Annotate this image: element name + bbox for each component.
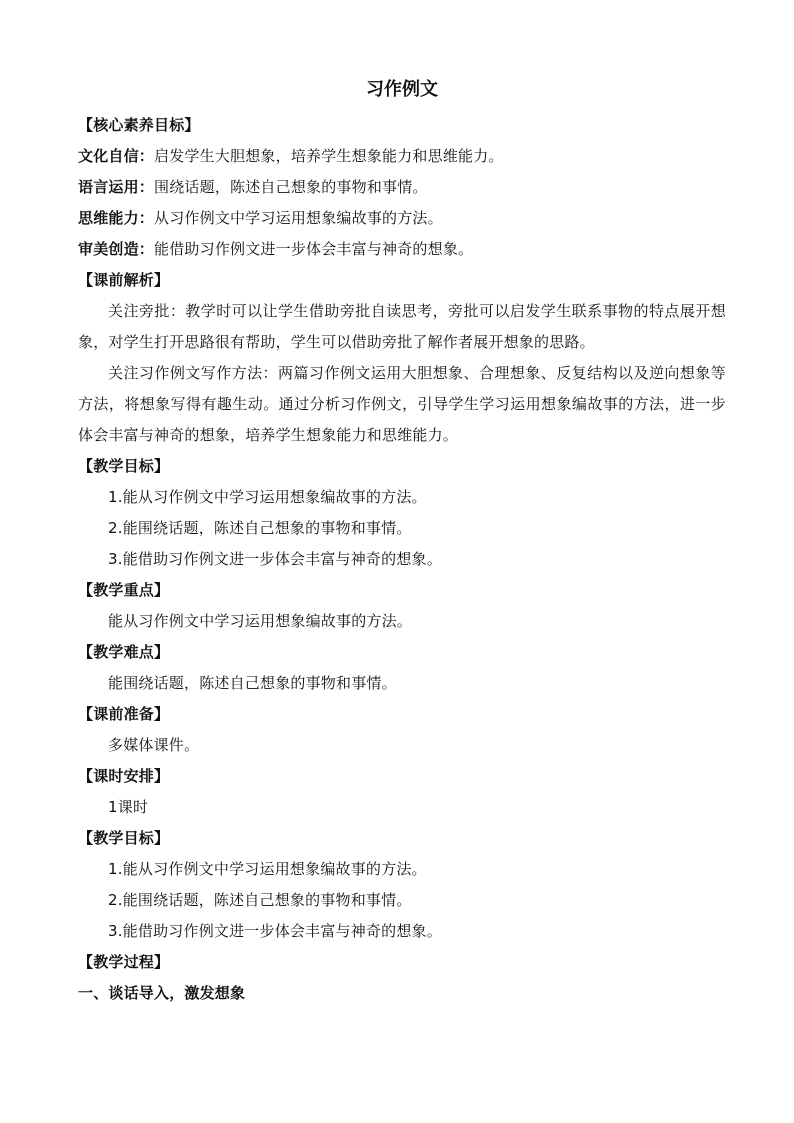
section-heading-teaching-goals: 【教学目标】 xyxy=(78,457,170,475)
section-heading-teaching-goals-2: 【教学目标】 xyxy=(78,829,170,847)
preparation-text: 多媒体课件。 xyxy=(108,736,200,754)
teaching-goal-item: 1.能从习作例文中学习运用想象编故事的方法。 xyxy=(108,488,427,506)
core-literacy-label: 审美创造： xyxy=(78,240,155,258)
core-literacy-label: 思维能力： xyxy=(78,209,155,227)
core-literacy-label: 语言运用： xyxy=(78,178,155,196)
core-literacy-text: 围绕话题，陈述自己想象的事物和事情。 xyxy=(154,178,428,196)
core-literacy-text: 启发学生大胆想象，培养学生想象能力和思维能力。 xyxy=(154,147,504,165)
schedule-text: 1课时 xyxy=(108,798,149,816)
section-heading-difficulties: 【教学难点】 xyxy=(78,643,170,661)
core-literacy-item xyxy=(78,203,726,234)
core-literacy-text: 从习作例文中学习运用想象编故事的方法。 xyxy=(154,209,443,227)
section-heading-preparation: 【课前准备】 xyxy=(78,705,170,723)
teaching-goal-item: 3.能借助习作例文进一步体会丰富与神奇的想象。 xyxy=(108,922,442,940)
page-title: 习作例文 xyxy=(366,79,438,100)
core-literacy-item xyxy=(78,141,726,172)
core-literacy-item xyxy=(78,172,726,203)
section-heading-pre-analysis: 【课前解析】 xyxy=(78,271,170,289)
pre-analysis-paragraph: 关注习作例文写作方法：两篇习作例文运用大胆想象、合理想象、反复结构以及逆向想象等方法，将想象写得有趣生动。通过分析习作例文，引导学生学习运用想象编故事的方法，进一步体会丰富与神奇的想象，培养学生想象能力和思维能力。 xyxy=(78,364,726,444)
core-literacy-text: 能借助习作例文进一步体会丰富与神奇的想象。 xyxy=(154,240,474,258)
pre-analysis-paragraph: 关注旁批：教学时可以让学生借助旁批自读思考，旁批可以启发学生联系事物的特点展开想象，对学生打开思路很有帮助，学生可以借助旁批了解作者展开想象的思路。 xyxy=(78,302,726,351)
teaching-goal-item: 2.能围绕话题，陈述自己想象的事物和事情。 xyxy=(108,891,412,909)
difficulties-text: 能围绕话题，陈述自己想象的事物和事情。 xyxy=(108,674,397,692)
core-literacy-label: 文化自信： xyxy=(78,147,155,165)
section-heading-schedule: 【课时安排】 xyxy=(78,767,170,785)
process-step-heading: 一、谈话导入，激发想象 xyxy=(78,984,246,1002)
teaching-goal-item: 3.能借助习作例文进一步体会丰富与神奇的想象。 xyxy=(108,550,442,568)
document-page xyxy=(78,70,726,1009)
key-points-text: 能从习作例文中学习运用想象编故事的方法。 xyxy=(108,612,413,630)
core-literacy-item xyxy=(78,234,726,265)
section-heading-key-points: 【教学重点】 xyxy=(78,581,170,599)
teaching-goal-item: 2.能围绕话题，陈述自己想象的事物和事情。 xyxy=(108,519,412,537)
teaching-goal-item: 1.能从习作例文中学习运用想象编故事的方法。 xyxy=(108,860,427,878)
section-heading-core-literacy: 【核心素养目标】 xyxy=(78,116,200,134)
section-heading-process: 【教学过程】 xyxy=(78,953,170,971)
